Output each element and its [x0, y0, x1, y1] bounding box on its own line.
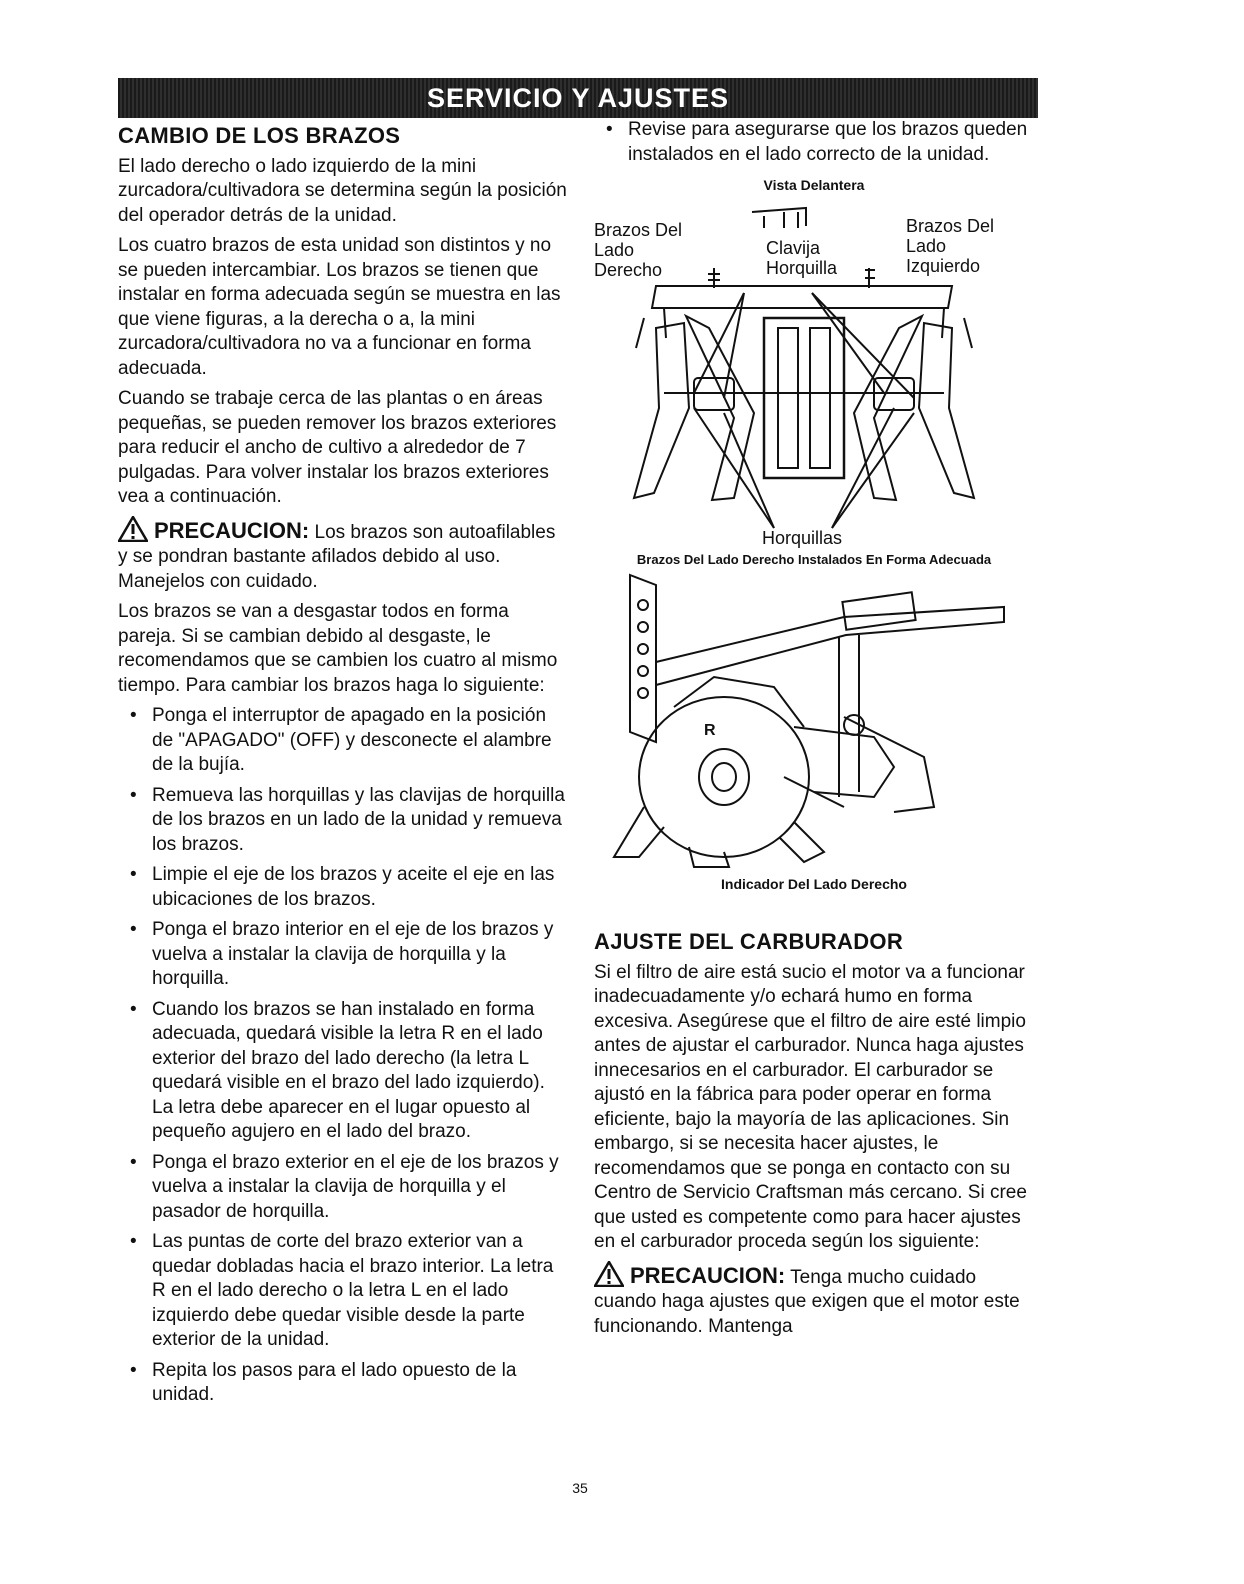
label-horquillas: Horquillas: [762, 527, 843, 548]
caution-label: PRECAUCION:: [630, 1262, 786, 1288]
caution-label: PRECAUCION:: [154, 517, 310, 543]
paragraph: Los brazos se van a desgastar todos en forma pareja. Si se cambian debido al desgaste, le recomendamos que se cambien los cuatro al mismo tiempo. Para cambiar los brazos haga lo siguiente:: [118, 601, 558, 696]
paragraph: El lado derecho o lado izquierdo de la mini zurcadora/cultivadora se determina según la posición del operador detrás de la unidad.: [118, 155, 567, 226]
steps-list: [118, 704, 568, 1408]
right-side-indicator-figure: [594, 567, 1014, 872]
left-column: [118, 124, 568, 1414]
letter-r-indicator: R: [704, 721, 716, 739]
list-item: • Ponga el brazo exterior en el eje de los brazos y vuelva a instalar la clavija de horquilla y el pasador de horquilla.: [118, 1151, 568, 1225]
label-brazos-derecho: Brazos Del Lado Derecho: [594, 219, 683, 280]
paragraph: Cuando se trabaje cerca de las plantas o en áreas pequeñas, se pueden remover los brazos exteriores para reducir el ancho de cultivo a alrededor de 7 pulgadas. Para volver instalar los brazos exteriores vea a continuación.: [118, 388, 557, 507]
front-view-tines-figure: [594, 198, 1014, 548]
caution-text: Los brazos son autoafilables y se pondran bastante afilados debido al uso. Manejelos con cuidado.: [118, 521, 556, 592]
warning-triangle-icon: [594, 1261, 624, 1287]
list-item: • Cuando los brazos se han instalado en forma adecuada, quedará visible la letra R en el lado exterior del brazo del lado derecho (la letra L quedará visible en el brazo del lado izquierdo). La letra debe aparecer en el lugar opuesto al pequeño agujero en el lado del brazo.: [118, 998, 568, 1145]
check-list: [594, 118, 1034, 167]
right-column: [594, 118, 1034, 1345]
heading-cambio-brazos: CAMBIO DE LOS BRAZOS: [118, 123, 401, 148]
figure-caption: Brazos Del Lado Derecho Instalados En Forma Adecuada: [636, 551, 992, 567]
list-item: • Ponga el brazo interior en el eje de los brazos y vuelva a instalar la clavija de horquilla y la horquilla.: [118, 918, 568, 992]
label-horquilla: Horquilla: [766, 257, 838, 278]
figure-title: Vista Delantera: [763, 177, 865, 193]
caution-paragraph: [118, 516, 568, 595]
list-item: • Revise para asegurarse que los brazos queden instalados en el lado correcto de la unidad.: [594, 118, 1034, 167]
list-item: • Ponga el interruptor de apagado en la posición de "APAGADO" (OFF) y desconecte el alambre de la bujía.: [118, 704, 568, 778]
caution-text: Tenga mucho cuidado cuando haga ajustes que exigen que el motor este funcionando. Mantenga: [594, 1266, 1020, 1337]
list-item: • Remueva las horquillas y las clavijas de horquilla de los brazos en un lado de la unidad y remueva los brazos.: [118, 784, 568, 858]
heading-ajuste-carburador: AJUSTE DEL CARBURADOR: [594, 929, 904, 954]
paragraph: Si el filtro de aire está sucio el motor va a funcionar inadecuadamente y/o echará humo en forma excesiva. Asegúrese que el filtro de aire esté limpio antes de ajustar el carburador. Nunca haga ajustes innecesarios en el carburador. El carburador se ajustó en la fábrica para poder operar en forma eficiente, bajo la mayoría de las aplicaciones. Sin embargo, si se necesita hacer ajustes, le recomendamos que se ponga en contacto con su Centro de Servicio Craftsman más cercano. Si cree que usted es competente como para hacer ajustes en el carburador proceda según los siguiente:: [594, 961, 1027, 1252]
list-item: • Las puntas de corte del brazo exterior van a quedar dobladas hacia el brazo interior. La letra R en el lado derecho o la letra L en el lado izquierdo debe quedar visible desde la parte exterior de la unidad.: [118, 1230, 568, 1353]
label-brazos-izquierdo: Brazos Del Lado Izquierdo: [906, 215, 995, 276]
section-title-banner: [118, 78, 1038, 118]
list-item: • Limpie el eje de los brazos y aceite el eje en las ubicaciones de los brazos.: [118, 863, 568, 912]
page-number: 35: [572, 1480, 588, 1496]
paragraph: Los cuatro brazos de esta unidad son distintos y no se pueden intercambiar. Los brazos se tienen que instalar en forma adecuada según se muestra en las que viene figuras, a la derecha o a, la mini zurcadora/cultivadora no va a funcionar en forma adecuada.: [118, 235, 561, 379]
caution-paragraph: [594, 1261, 1034, 1340]
section-title: SERVICIO Y AJUSTES: [426, 83, 730, 113]
list-item: • Repita los pasos para el lado opuesto de la unidad.: [118, 1359, 568, 1408]
figure-caption: Indicador Del Lado Derecho: [721, 875, 907, 892]
warning-triangle-icon: [118, 516, 148, 542]
label-clavija: Clavija: [766, 237, 821, 258]
